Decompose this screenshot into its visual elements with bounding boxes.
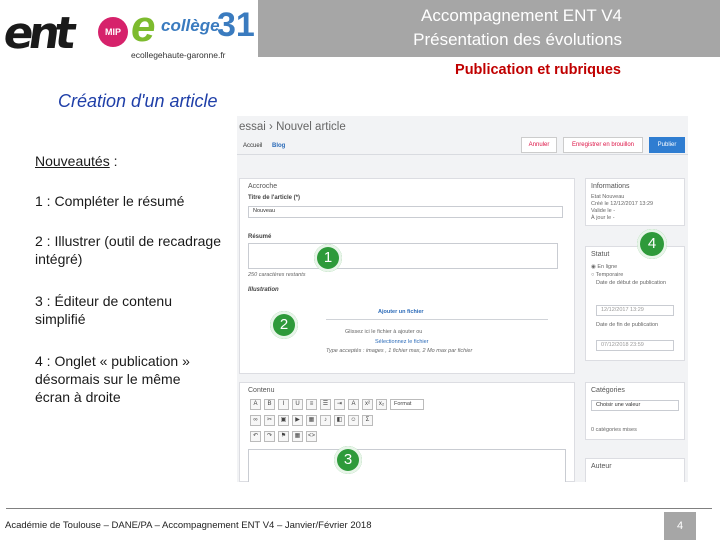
info-created: Créé le 12/12/2017 13:29 [591, 201, 654, 207]
ecollege-word: collège [161, 16, 220, 35]
video-icon[interactable]: ▶ [292, 415, 303, 426]
embed-icon[interactable]: ◧ [334, 415, 345, 426]
page-number: 4 [664, 512, 696, 540]
summary-textarea[interactable] [248, 243, 558, 269]
badge-2: 2 [270, 311, 298, 339]
section-title: Création d'un article [58, 91, 218, 111]
auteur-panel [585, 458, 685, 482]
grid-icon[interactable]: ▦ [292, 431, 303, 442]
format-select[interactable]: Format [390, 399, 424, 410]
categories-count: 0 catégories mises [591, 427, 637, 433]
add-file-tab[interactable]: Ajouter un fichier [378, 309, 424, 315]
drop-text[interactable]: Glissez ici le fichier à ajouter ou [345, 329, 423, 335]
category-select[interactable]: Choisir une valeur [591, 400, 679, 411]
mip-logo: MIP [98, 17, 128, 47]
info-state: Etat Nouveau [591, 194, 625, 200]
indent-icon[interactable]: ⇥ [334, 399, 345, 410]
editor-toolbar-row-3 [250, 431, 317, 445]
list-icon[interactable]: ☰ [320, 399, 331, 410]
ecollege-number: 31 [217, 6, 255, 44]
ecollege31-logo [131, 2, 257, 60]
start-date-input[interactable]: 12/12/2017 13:29 [596, 305, 674, 316]
ecollege-url: ecollegehaute-garonne.fr [131, 50, 226, 60]
content-editor[interactable] [248, 449, 566, 482]
italic-icon[interactable]: I [278, 399, 289, 410]
ent-screenshot [237, 116, 688, 482]
informations-title: Informations [591, 183, 630, 190]
info-uptodate: À jour le - [591, 215, 615, 221]
status-online-radio[interactable]: ◉ En ligne [591, 264, 618, 270]
accroche-title: Accroche [248, 183, 278, 190]
note-item: 4 : Onglet « publication » désormais sur le même écran à droite [35, 353, 190, 405]
summary-label: Résumé [248, 234, 272, 240]
color-icon[interactable]: A [348, 399, 359, 410]
contenu-title: Contenu [248, 387, 275, 394]
formula-icon[interactable]: Σ [362, 415, 373, 426]
align-icon[interactable]: ≡ [306, 399, 317, 410]
image-icon[interactable]: ▣ [278, 415, 289, 426]
unlink-icon[interactable]: ✂ [264, 415, 275, 426]
select-file-link[interactable]: Sélectionnez le fichier [375, 339, 429, 345]
underline-icon[interactable]: U [292, 399, 303, 410]
footer-divider [6, 508, 712, 509]
publish-button[interactable]: Publier [649, 137, 685, 153]
footer-text: Académie de Toulouse – DANE/PA – Accompagnement ENT V4 – Janvier/Février 2018 [5, 520, 372, 531]
font-icon[interactable]: A [250, 399, 261, 410]
badge-1: 1 [314, 244, 342, 272]
statut-panel [585, 246, 685, 361]
title-line-1: Accompagnement ENT V4 [421, 6, 622, 25]
tab-blog[interactable]: Blog [272, 143, 286, 149]
ecollege-e-letter: e [131, 2, 156, 51]
accroche-panel [239, 178, 575, 374]
logos [0, 0, 258, 66]
save-draft-button[interactable]: Enregistrer en brouillon [563, 137, 643, 153]
audio-icon[interactable]: ♪ [320, 415, 331, 426]
emoji-icon[interactable]: ☺ [348, 415, 359, 426]
auteur-title: Auteur [591, 463, 612, 470]
editor-toolbar-row-2 [250, 415, 373, 429]
notes-heading: Nouveautés : [35, 153, 118, 169]
bold-icon[interactable]: B [264, 399, 275, 410]
title-banner [258, 0, 720, 57]
illustration-label: Illustration [248, 287, 279, 293]
categories-panel [585, 382, 685, 440]
status-temporary-radio[interactable]: ○ Temporaire [591, 272, 624, 278]
title-line-2: Présentation des évolutions [413, 30, 622, 49]
accepted-formats: Type acceptés : images , 1 fichier max, 2 Mo max par fichier [326, 348, 473, 354]
note-item: 1 : Compléter le résumé [35, 193, 185, 209]
superscript-icon[interactable]: x² [362, 399, 373, 410]
end-date-input[interactable]: 07/12/2018 23:59 [596, 340, 674, 351]
redo-icon[interactable]: ↷ [264, 431, 275, 442]
info-valid: Valide le - [591, 208, 616, 214]
subtitle: Publication et rubriques [455, 62, 621, 78]
editor-toolbar-row-1 [250, 399, 424, 413]
end-date-label: Date de fin de publication [596, 322, 659, 328]
badge-4: 4 [637, 229, 667, 259]
chars-remaining: 250 caractères restants [248, 272, 306, 278]
note-item: 2 : Illustrer (outil de recadrage intégré) [35, 233, 221, 267]
contenu-panel [239, 382, 575, 482]
cancel-button[interactable]: Annuler [521, 137, 557, 153]
upload-divider [326, 319, 548, 320]
undo-icon[interactable]: ↶ [250, 431, 261, 442]
tab-accueil[interactable]: Accueil [243, 143, 263, 149]
code-icon[interactable]: <> [306, 431, 317, 442]
statut-title: Statut [591, 251, 610, 258]
note-item: 3 : Éditeur de contenu simplifié [35, 293, 172, 327]
breadcrumb: essai › Nouvel article [239, 121, 346, 133]
table-icon[interactable]: ▦ [306, 415, 317, 426]
start-date-label: Date de début de publication [596, 280, 667, 286]
categories-title: Catégories [591, 387, 625, 394]
ent-logo: ent [0, 8, 75, 59]
flag-icon[interactable]: ⚑ [278, 431, 289, 442]
subscript-icon[interactable]: x₂ [376, 399, 387, 410]
tab-divider [237, 154, 688, 155]
article-title-input[interactable]: Nouveau [248, 206, 563, 218]
badge-3: 3 [334, 446, 362, 474]
informations-panel [585, 178, 685, 226]
link-icon[interactable]: ∞ [250, 415, 261, 426]
article-title-label: Titre de l'article (*) [248, 195, 300, 201]
